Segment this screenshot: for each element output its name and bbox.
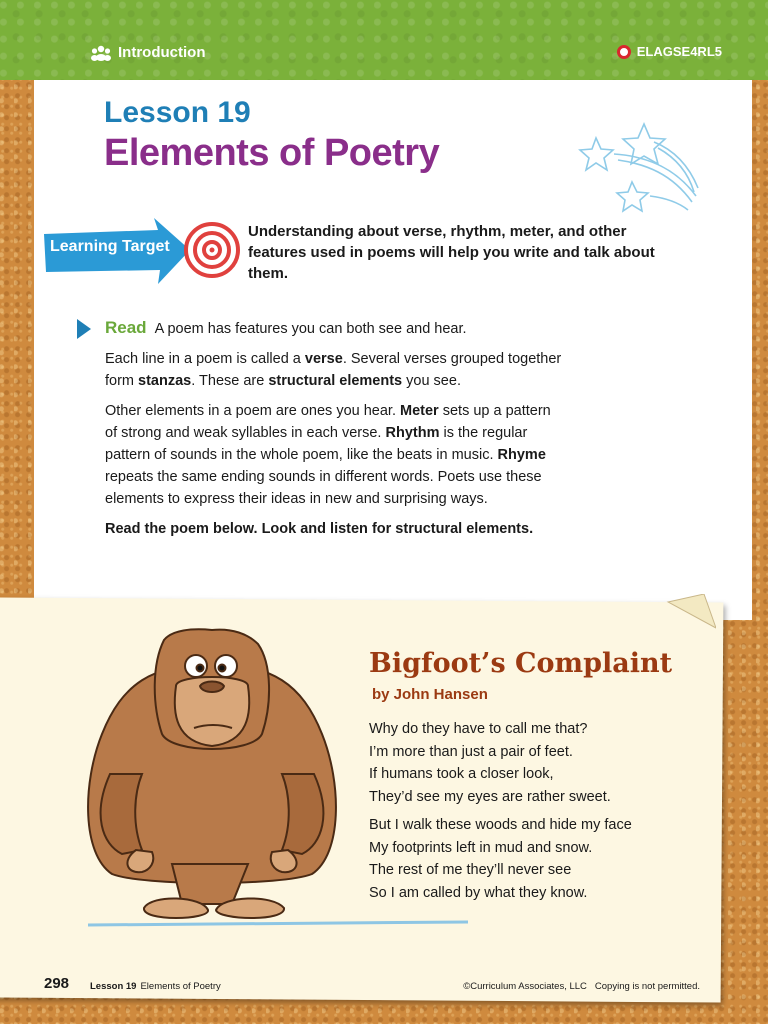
- poem-line: I’m more than just a pair of feet.: [369, 743, 573, 760]
- footer-lesson: [90, 981, 221, 992]
- read-intro: [105, 317, 565, 340]
- poem-line: My footprints left in mud and snow.: [369, 839, 593, 856]
- text-run: . Several verses grouped together form: [105, 351, 562, 389]
- poem-stanza-1: [369, 718, 611, 808]
- poem-line: They’d see my eyes are rather sweet.: [369, 788, 611, 805]
- learning-target-text: Understanding about verse, rhythm, meter, and other features used in poems will help you write and talk about them.: [248, 223, 655, 282]
- text-run: Other elements in a poem are ones you hear.: [105, 403, 401, 419]
- footer-copyright: [455, 981, 700, 992]
- poem-line: The rest of me they’ll never see: [369, 862, 572, 878]
- ground-line: [88, 920, 468, 928]
- poem-author: by John Hansen: [372, 686, 488, 703]
- footer-lesson-title: Elements of Poetry: [140, 981, 221, 992]
- poem-line: Why do they have to call me that?: [369, 721, 588, 737]
- georgia-standard-icon: [617, 45, 631, 59]
- poem-line: But I walk these woods and hide my face: [369, 817, 632, 833]
- read-label: Read: [105, 318, 147, 337]
- shooting-stars-icon: [574, 104, 704, 222]
- term-rhyme: Rhyme: [497, 447, 546, 463]
- read-intro-text: A poem has features you can both see and hear.: [154, 321, 467, 337]
- verse-paragraph: [105, 348, 565, 392]
- poem-stanza-2: [369, 814, 632, 904]
- term-structural-elements: structural elements: [268, 373, 403, 389]
- page-number: 298: [44, 975, 70, 992]
- poem-line: So I am called by what they know.: [369, 884, 588, 901]
- standard-code: [617, 44, 722, 59]
- text-run: you see.: [402, 373, 461, 389]
- text-run: sets up a pattern of strong and weak syllables in each verse.: [105, 403, 551, 441]
- term-meter: Meter: [400, 403, 439, 419]
- text-run: is the regular pattern of sounds in the whole poem, like the beats in music.: [105, 425, 528, 463]
- copy-notice: Copying is not permitted.: [594, 981, 700, 992]
- term-stanzas: stanzas: [138, 373, 192, 389]
- learning-target-label: Learning Target: [50, 238, 170, 255]
- section-label-text: Introduction: [118, 44, 206, 61]
- play-triangle-icon: [77, 319, 91, 339]
- term-rhythm: Rhythm: [385, 425, 440, 441]
- lesson-title: Elements of Poetry: [104, 132, 440, 174]
- text-run: repeats the same ending sounds in different words. Poets use these elements to express their ideas in new and surprising ways.: [105, 469, 542, 507]
- text-run: . These are: [191, 373, 269, 389]
- poem-line: If humans took a closer look,: [369, 766, 554, 782]
- read-instruction: Read the poem below. Look and listen for structural elements.: [105, 521, 534, 537]
- poem-title: Bigfoot’s Complaint: [369, 648, 673, 679]
- page-curl-icon: [664, 594, 716, 634]
- sound-paragraph: [105, 400, 565, 510]
- standard-code-text: ELAGSE4RL5: [636, 44, 722, 59]
- lesson-number: Lesson 19: [104, 96, 251, 129]
- read-section: [105, 317, 565, 548]
- people-group-icon: [90, 45, 112, 61]
- header-bar: [0, 0, 768, 80]
- copyright-text: ©Curriculum Associates, LLC: [463, 981, 587, 992]
- term-verse: verse: [304, 351, 343, 367]
- text-run: Each line in a poem is called a: [105, 351, 305, 367]
- bigfoot-illustration: [72, 624, 352, 934]
- section-label: [90, 44, 205, 61]
- footer-lesson-label: Lesson 19: [90, 981, 137, 992]
